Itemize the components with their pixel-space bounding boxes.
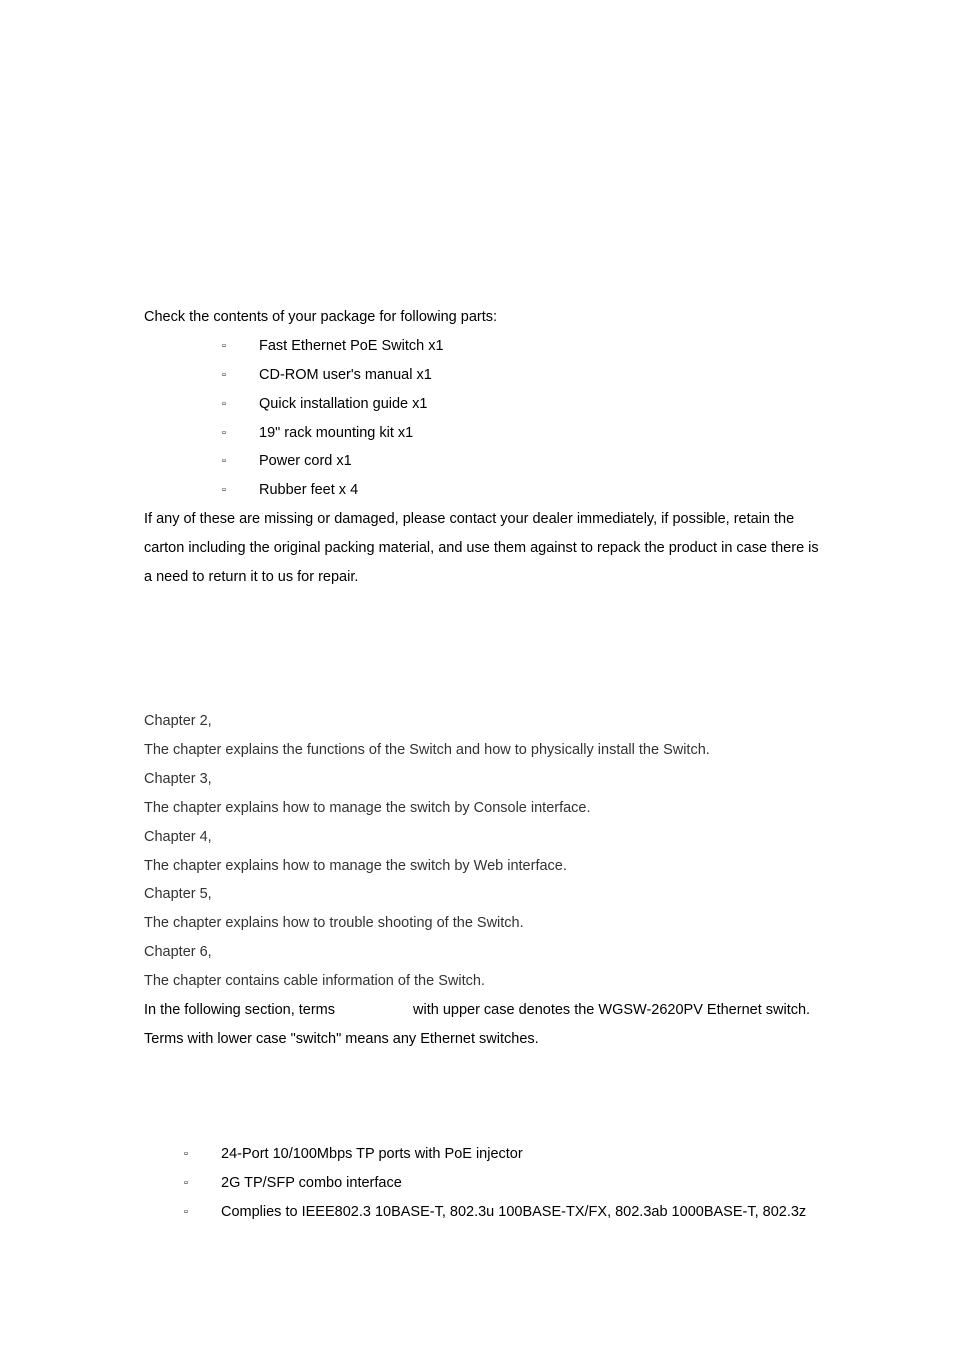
terms-text-line2: Terms with lower case "switch" means any Ethernet switches. [144,1031,539,1047]
list-item-text: Rubber feet x 4 [259,482,359,498]
bullet-icon: ▫ [222,369,226,381]
chapter-title: Chapter 2, [144,713,212,729]
feature-text: Complies to IEEE802.3 10BASE-T, 802.3u 100BASE-TX/FX, 802.3ab 1000BASE-T, 802.3z [221,1204,807,1220]
chapter-description: The chapter explains how to manage the switch by Console interface. [144,800,591,816]
chapter-title: Chapter 4, [144,829,212,845]
chapter-description: The chapter explains the functions of the Switch and how to physically install the Switch. [144,742,710,758]
feature-text: 24-Port 10/100Mbps TP ports with PoE injector [221,1146,523,1162]
feature-text: 2G TP/SFP combo interface [221,1175,402,1191]
bullet-icon: ▫ [222,427,226,439]
chapter-description: The chapter explains how to manage the switch by Web interface. [144,858,567,874]
bullet-icon: ▫ [184,1206,188,1218]
list-item-text: Power cord x1 [259,453,352,469]
list-item-text: CD-ROM user's manual x1 [259,367,432,383]
chapter-title: Chapter 5, [144,886,212,902]
note-line: If any of these are missing or damaged, please contact your dealer immediately, if possible, retain the [144,511,795,527]
chapter-title: Chapter 6, [144,944,212,960]
bullet-icon: ▫ [222,455,226,467]
bullet-icon: ▫ [184,1148,188,1160]
chapter-title: Chapter 3, [144,771,212,787]
bullet-icon: ▫ [222,398,226,410]
package-intro: Check the contents of your package for following parts: [144,309,498,325]
bullet-icon: ▫ [222,484,226,496]
terms-text-start: In the following section, terms [144,1002,336,1018]
note-line: a need to return it to us for repair. [144,569,359,585]
note-line: carton including the original packing material, and use them against to repack the product in case there is [144,540,819,556]
list-item-text: 19" rack mounting kit x1 [259,425,414,441]
bullet-icon: ▫ [222,340,226,352]
terms-text-end: with upper case denotes the WGSW-2620PV Ethernet switch. [413,1002,811,1018]
list-item-text: Fast Ethernet PoE Switch x1 [259,338,444,354]
chapter-description: The chapter explains how to trouble shooting of the Switch. [144,915,524,931]
list-item-text: Quick installation guide x1 [259,396,428,412]
bullet-icon: ▫ [184,1177,188,1189]
chapter-description: The chapter contains cable information of the Switch. [144,973,485,989]
